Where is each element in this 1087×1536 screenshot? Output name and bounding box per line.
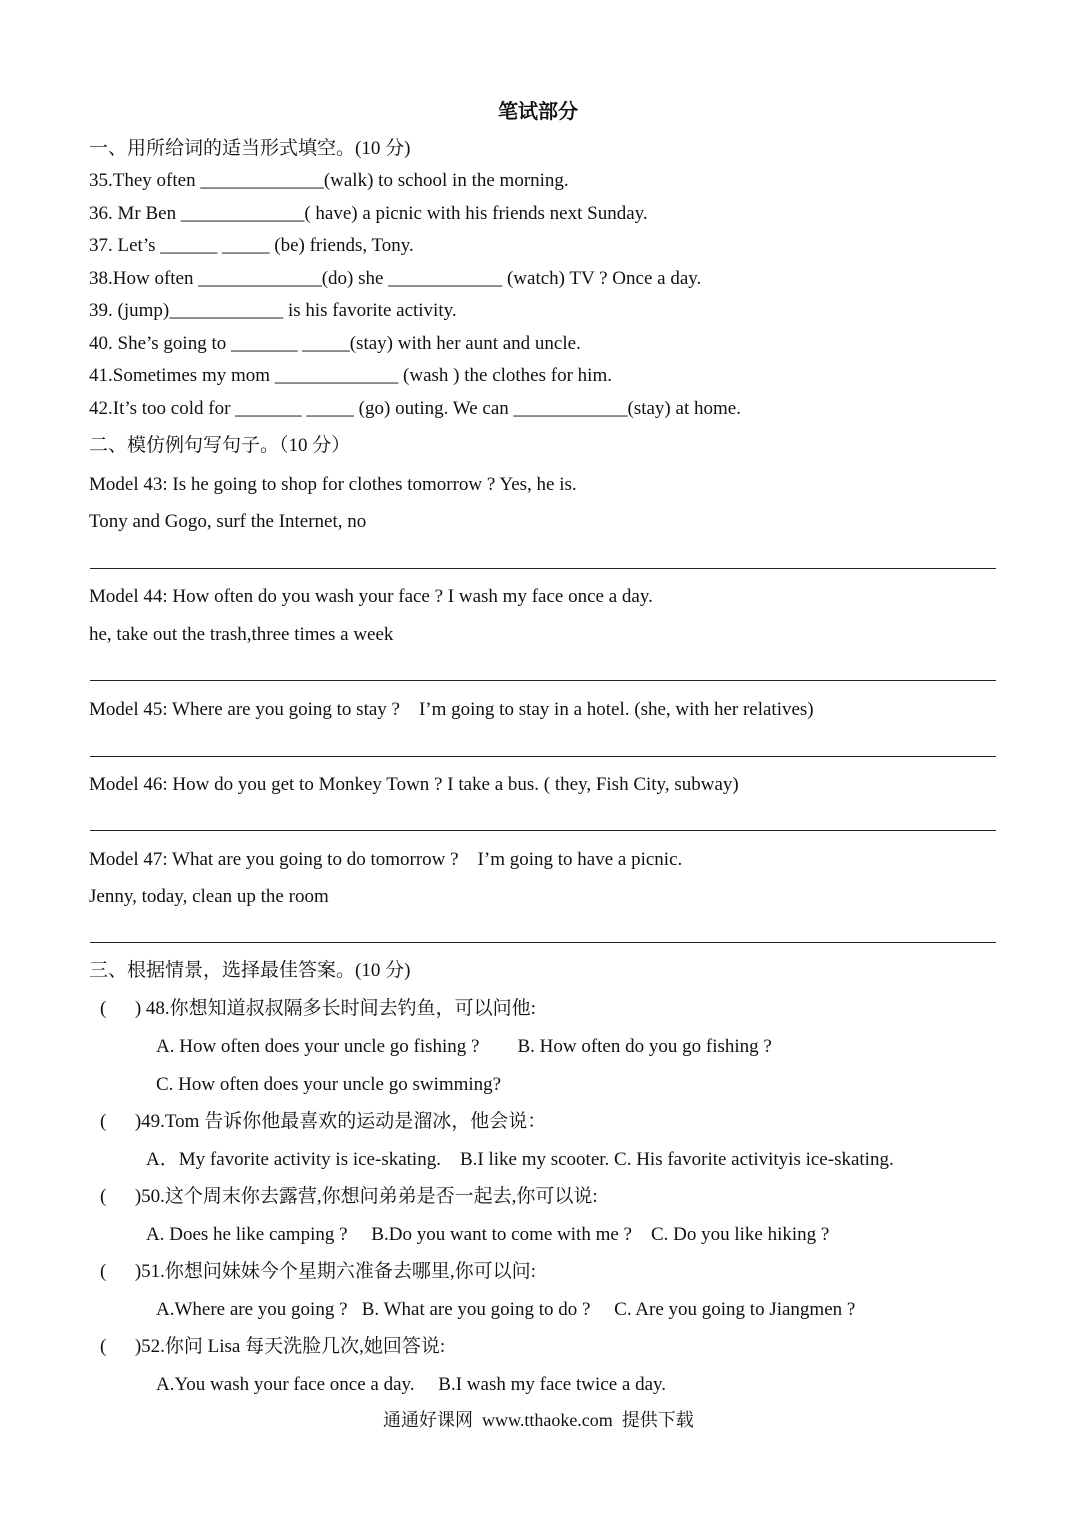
q49-stem: ( )49.Tom 告诉你他最喜欢的运动是溜冰，他会说： bbox=[100, 1111, 547, 1132]
model-46: Model 46: How do you get to Monkey Town ? I take a bus. ( they, Fish City, subway) bbox=[89, 774, 739, 795]
q39: 39. (jump)____________ is his favorite activity. bbox=[89, 300, 457, 321]
q52-stem: ( )52.你问 Lisa 每天洗脸几次,她回答说: bbox=[100, 1336, 446, 1357]
model-44: Model 44: How often do you wash your face ? I wash my face once a day. bbox=[89, 586, 653, 607]
q37: 37. Let’s ______ _____ (be) friends, Tony. bbox=[89, 235, 414, 256]
q38: 38.How often _____________(do) she ____________ (watch) TV ? Once a day. bbox=[89, 268, 702, 289]
model-43: Model 43: Is he going to shop for clothes tomorrow ? Yes, he is. bbox=[89, 474, 577, 495]
q40: 40. She’s going to _______ _____(stay) with her aunt and uncle. bbox=[89, 333, 581, 354]
q48-option-c: C. How often does your uncle go swimming? bbox=[156, 1074, 502, 1095]
prompt-43: Tony and Gogo, surf the Internet, no bbox=[89, 511, 367, 532]
q41: 41.Sometimes my mom _____________ (wash ) the clothes for him. bbox=[89, 365, 612, 386]
model-47: Model 47: What are you going to do tomorrow ? I’m going to have a picnic. bbox=[89, 849, 683, 870]
q50-options: A. Does he like camping ? B.Do you want to come with me ? C. Do you like hiking ? bbox=[146, 1224, 830, 1245]
page-footer: 通通好课网 www.tthaoke.com 提供下载 bbox=[383, 1410, 694, 1430]
q49-options: A．My favorite activity is ice-skating. B.I like my scooter. C. His favorite activityis ice-skating. bbox=[146, 1149, 894, 1170]
prompt-47: Jenny, today, clean up the room bbox=[89, 886, 329, 907]
answer-line-44 bbox=[90, 680, 996, 681]
q36: 36. Mr Ben _____________( have) a picnic with his friends next Sunday. bbox=[89, 203, 648, 224]
q51-stem: ( )51.你想问妹妹今个星期六准备去哪里,你可以问: bbox=[100, 1261, 536, 1282]
section3-heading: 三、根据情景，选择最佳答案。(10 分) bbox=[89, 960, 411, 981]
answer-line-45 bbox=[90, 756, 996, 757]
prompt-44: he, take out the trash,three times a week bbox=[89, 624, 394, 645]
q50-stem: ( )50.这个周末你去露营,你想问弟弟是否一起去,你可以说: bbox=[100, 1186, 598, 1207]
answer-line-43 bbox=[90, 568, 996, 569]
answer-line-47 bbox=[90, 942, 996, 943]
q52-options: A.You wash your face once a day. B.I wash my face twice a day. bbox=[156, 1374, 667, 1395]
section1-heading: 一、用所给词的适当形式填空。(10 分) bbox=[89, 138, 411, 159]
q35: 35.They often _____________(walk) to school in the morning. bbox=[89, 170, 569, 191]
answer-line-46 bbox=[90, 830, 996, 831]
model-45: Model 45: Where are you going to stay ? I’m going to stay in a hotel. (she, with her relatives) bbox=[89, 699, 814, 720]
q48-options-ab: A. How often does your uncle go fishing ? B. How often do you go fishing ? bbox=[156, 1036, 772, 1057]
section2-heading: 二、模仿例句写句子。（10 分） bbox=[89, 435, 351, 456]
q51-options: A.Where are you going ? B. What are you going to do ? C. Are you going to Jiangmen ? bbox=[156, 1299, 856, 1320]
q48-stem: ( ) 48.你想知道叔叔隔多长时间去钓鱼，可以问他: bbox=[100, 998, 536, 1019]
page-title: 笔试部分 bbox=[498, 101, 578, 123]
q42: 42.It’s too cold for _______ _____ (go) outing. We can ____________(stay) at home. bbox=[89, 398, 741, 419]
